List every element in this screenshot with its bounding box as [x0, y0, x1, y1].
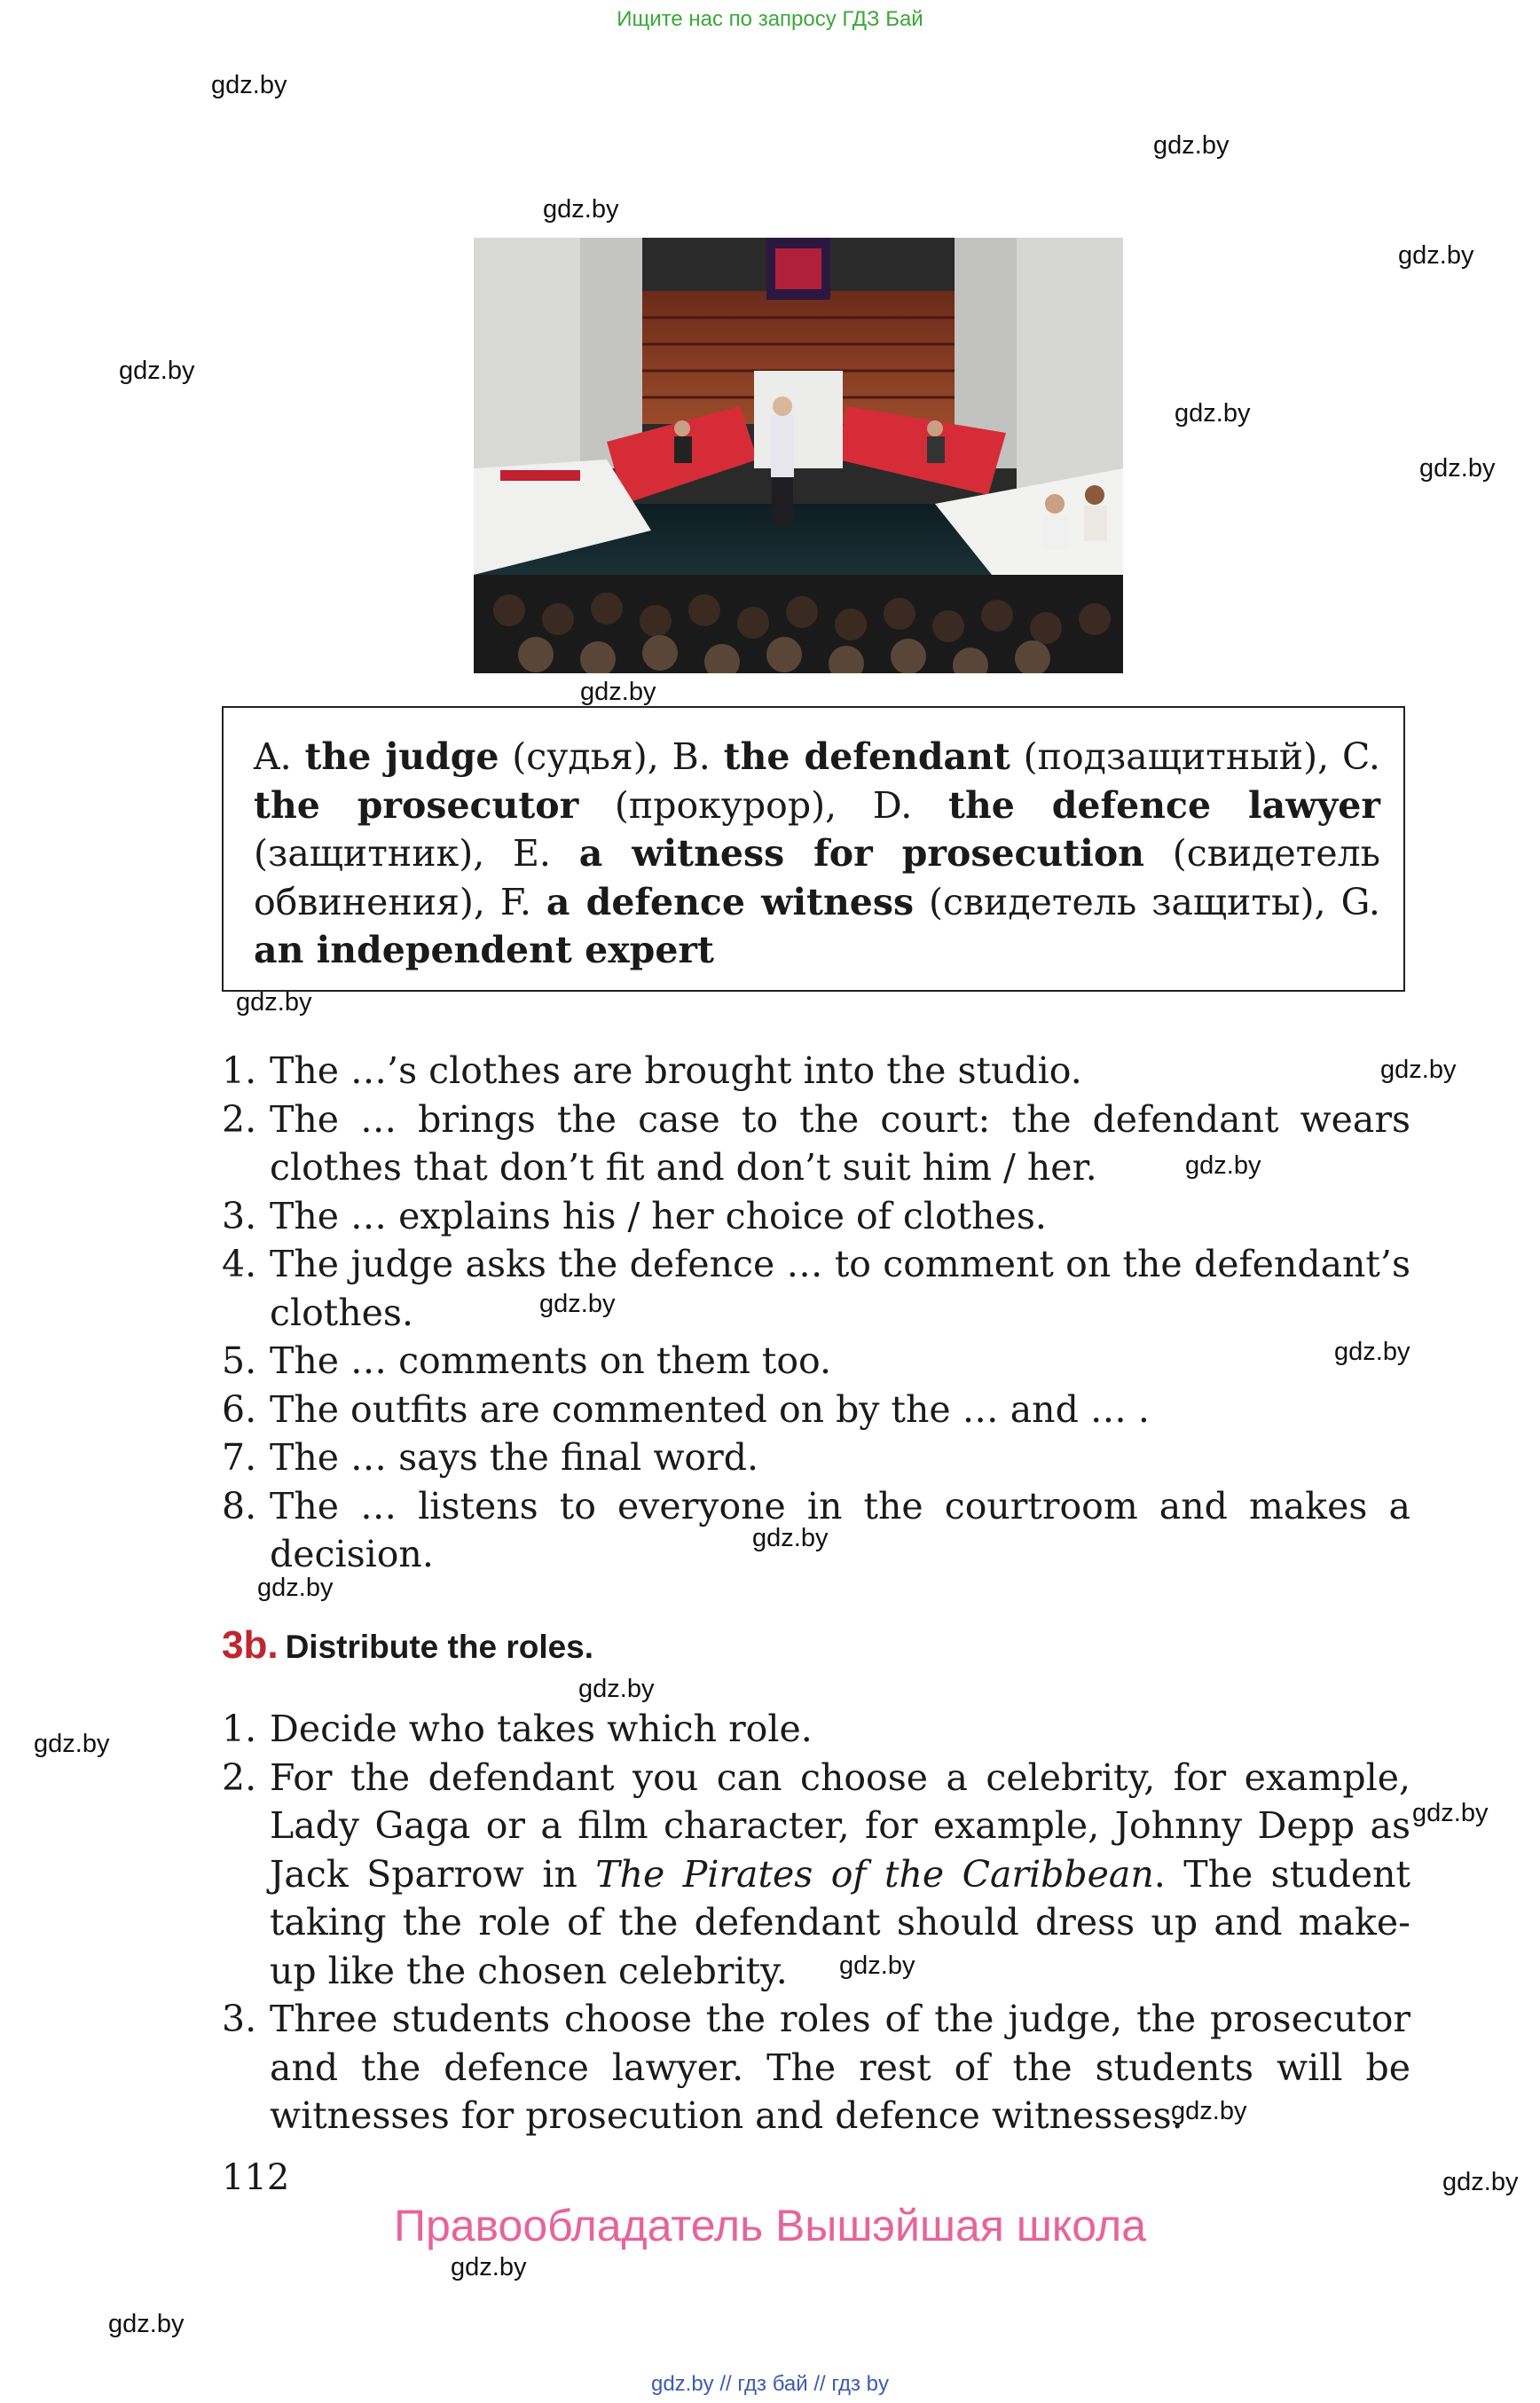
watermark: gdz.by	[539, 1290, 616, 1318]
tv-courtroom-studio-photo	[474, 238, 1123, 673]
item-text: The judge asks the defence … to comment on the defendant’s clothes.	[270, 1243, 1410, 1334]
copyright-notice: Правообладатель Вышэйшая школа	[394, 2201, 1146, 2250]
role-term: the judge	[304, 735, 499, 778]
role-term: the defence lawyer	[948, 783, 1380, 827]
distribute-roles-list	[222, 1705, 1410, 2140]
role-letter: G.	[1340, 880, 1380, 923]
list-item	[222, 1754, 1410, 1996]
watermark: gdz.by	[1398, 241, 1474, 270]
watermark: gdz.by	[578, 1675, 655, 1703]
courtroom-steps-list	[222, 1047, 1410, 1579]
item-number: 3.	[222, 1194, 257, 1237]
item-text: For the defendant you can choose a celebrity, for example, Lady Gaga or a film character, for example, Johnny Depp as Jack Sparrow in	[270, 1755, 1410, 1896]
watermark: gdz.by	[257, 1574, 334, 1602]
watermark: gdz.by	[211, 71, 287, 99]
watermark: gdz.by	[1380, 1056, 1457, 1084]
item-text: The … says the final word.	[270, 1436, 758, 1479]
list-item	[222, 1705, 1410, 1754]
item-text: The outfits are commented on by the … and … .	[270, 1387, 1150, 1431]
list-item	[222, 1337, 1410, 1386]
role-letter: E.	[513, 832, 551, 875]
item-text: The … explains his / her choice of clothes.	[270, 1194, 1047, 1237]
watermark: gdz.by	[451, 2253, 527, 2281]
roles-box	[222, 706, 1405, 992]
list-item	[222, 1192, 1410, 1241]
watermark: gdz.by	[839, 1951, 915, 1980]
section-heading	[222, 1623, 593, 1668]
item-number: 5.	[222, 1339, 257, 1382]
list-item	[222, 1995, 1410, 2140]
role-term: a witness for prosecution	[578, 832, 1144, 875]
watermark: gdz.by	[1412, 1799, 1489, 1827]
role-letter: A.	[254, 735, 292, 778]
section-number: 3b.	[222, 1623, 279, 1667]
item-number: 6.	[222, 1387, 257, 1431]
item-text: Three students choose the roles of the judge, the prosecutor and the defence lawyer. The rest of the students will be witnesses for prosecution and defence witnesses.	[270, 1998, 1410, 2137]
list-item	[222, 1433, 1410, 1482]
item-text: The …’s clothes are brought into the studio.	[270, 1049, 1082, 1092]
roles-list	[254, 733, 1380, 975]
role-gloss: (прокурор),	[614, 783, 837, 827]
footer-links[interactable]: gdz.by // гдз бай // гдз by	[650, 2372, 890, 2396]
role-term: an independent expert	[254, 929, 714, 971]
watermark: gdz.by	[1334, 1338, 1410, 1366]
role-letter: C.	[1341, 735, 1380, 778]
watermark: gdz.by	[34, 1730, 110, 1758]
item-number: 4.	[222, 1243, 257, 1285]
watermark: gdz.by	[119, 357, 195, 385]
item-text: The … comments on them too.	[270, 1339, 832, 1382]
role-gloss: (защитник),	[254, 832, 485, 875]
item-text: Decide who takes which role.	[270, 1708, 813, 1750]
list-item	[222, 1482, 1410, 1579]
watermark: gdz.by	[1175, 399, 1251, 428]
item-text: . The student taking the role of the defendant should dress up and make-up like the chosen celebrity.	[270, 1852, 1410, 1992]
list-item	[222, 1095, 1410, 1192]
list-item	[222, 1047, 1410, 1095]
item-text: The … brings the case to the court: the defendant wears clothes that don’t fit and don’t suit him / her.	[270, 1097, 1410, 1189]
watermark: gdz.by	[236, 988, 312, 1017]
section-title: Distribute the roles.	[285, 1629, 594, 1665]
item-number: 8.	[222, 1484, 257, 1527]
role-term: the prosecutor	[254, 783, 579, 827]
item-number: 3.	[222, 1998, 257, 2040]
role-term: the defendant	[723, 735, 1010, 778]
role-gloss: (подзащитный),	[1023, 735, 1330, 778]
list-item	[222, 1240, 1410, 1337]
watermark: gdz.by	[1171, 2097, 1247, 2125]
item-text: The … listens to everyone in the courtroom and makes a decision.	[270, 1484, 1410, 1575]
role-term: a defence witness	[546, 880, 915, 923]
watermark: gdz.by	[108, 2310, 185, 2338]
watermark: gdz.by	[1419, 454, 1496, 483]
watermark: gdz.by	[1153, 131, 1230, 160]
watermark: gdz.by	[543, 195, 619, 224]
item-number: 7.	[222, 1436, 257, 1479]
studio-illustration	[474, 238, 1123, 673]
watermark: gdz.by	[1442, 2168, 1519, 2196]
list-item	[222, 1386, 1410, 1434]
role-gloss: (судья),	[512, 735, 659, 778]
role-letter: F.	[499, 880, 531, 923]
item-number: 1.	[222, 1049, 257, 1092]
role-gloss: (свидетель защиты),	[928, 880, 1326, 923]
item-number: 2.	[222, 1097, 257, 1141]
role-gloss: (свидетель обвинения),	[254, 832, 1380, 923]
item-number: 2.	[222, 1755, 257, 1799]
page-number: 112	[222, 2157, 290, 2198]
watermark: gdz.by	[1185, 1151, 1261, 1180]
watermark: gdz.by	[752, 1524, 829, 1552]
role-letter: B.	[672, 735, 711, 778]
role-letter: D.	[872, 783, 913, 827]
header-link[interactable]: Ищите нас по запросу ГДЗ Бай	[617, 7, 923, 31]
watermark: gdz.by	[580, 678, 656, 706]
film-title: The Pirates of the Caribbean	[595, 1852, 1154, 1896]
item-number: 1.	[222, 1708, 257, 1750]
